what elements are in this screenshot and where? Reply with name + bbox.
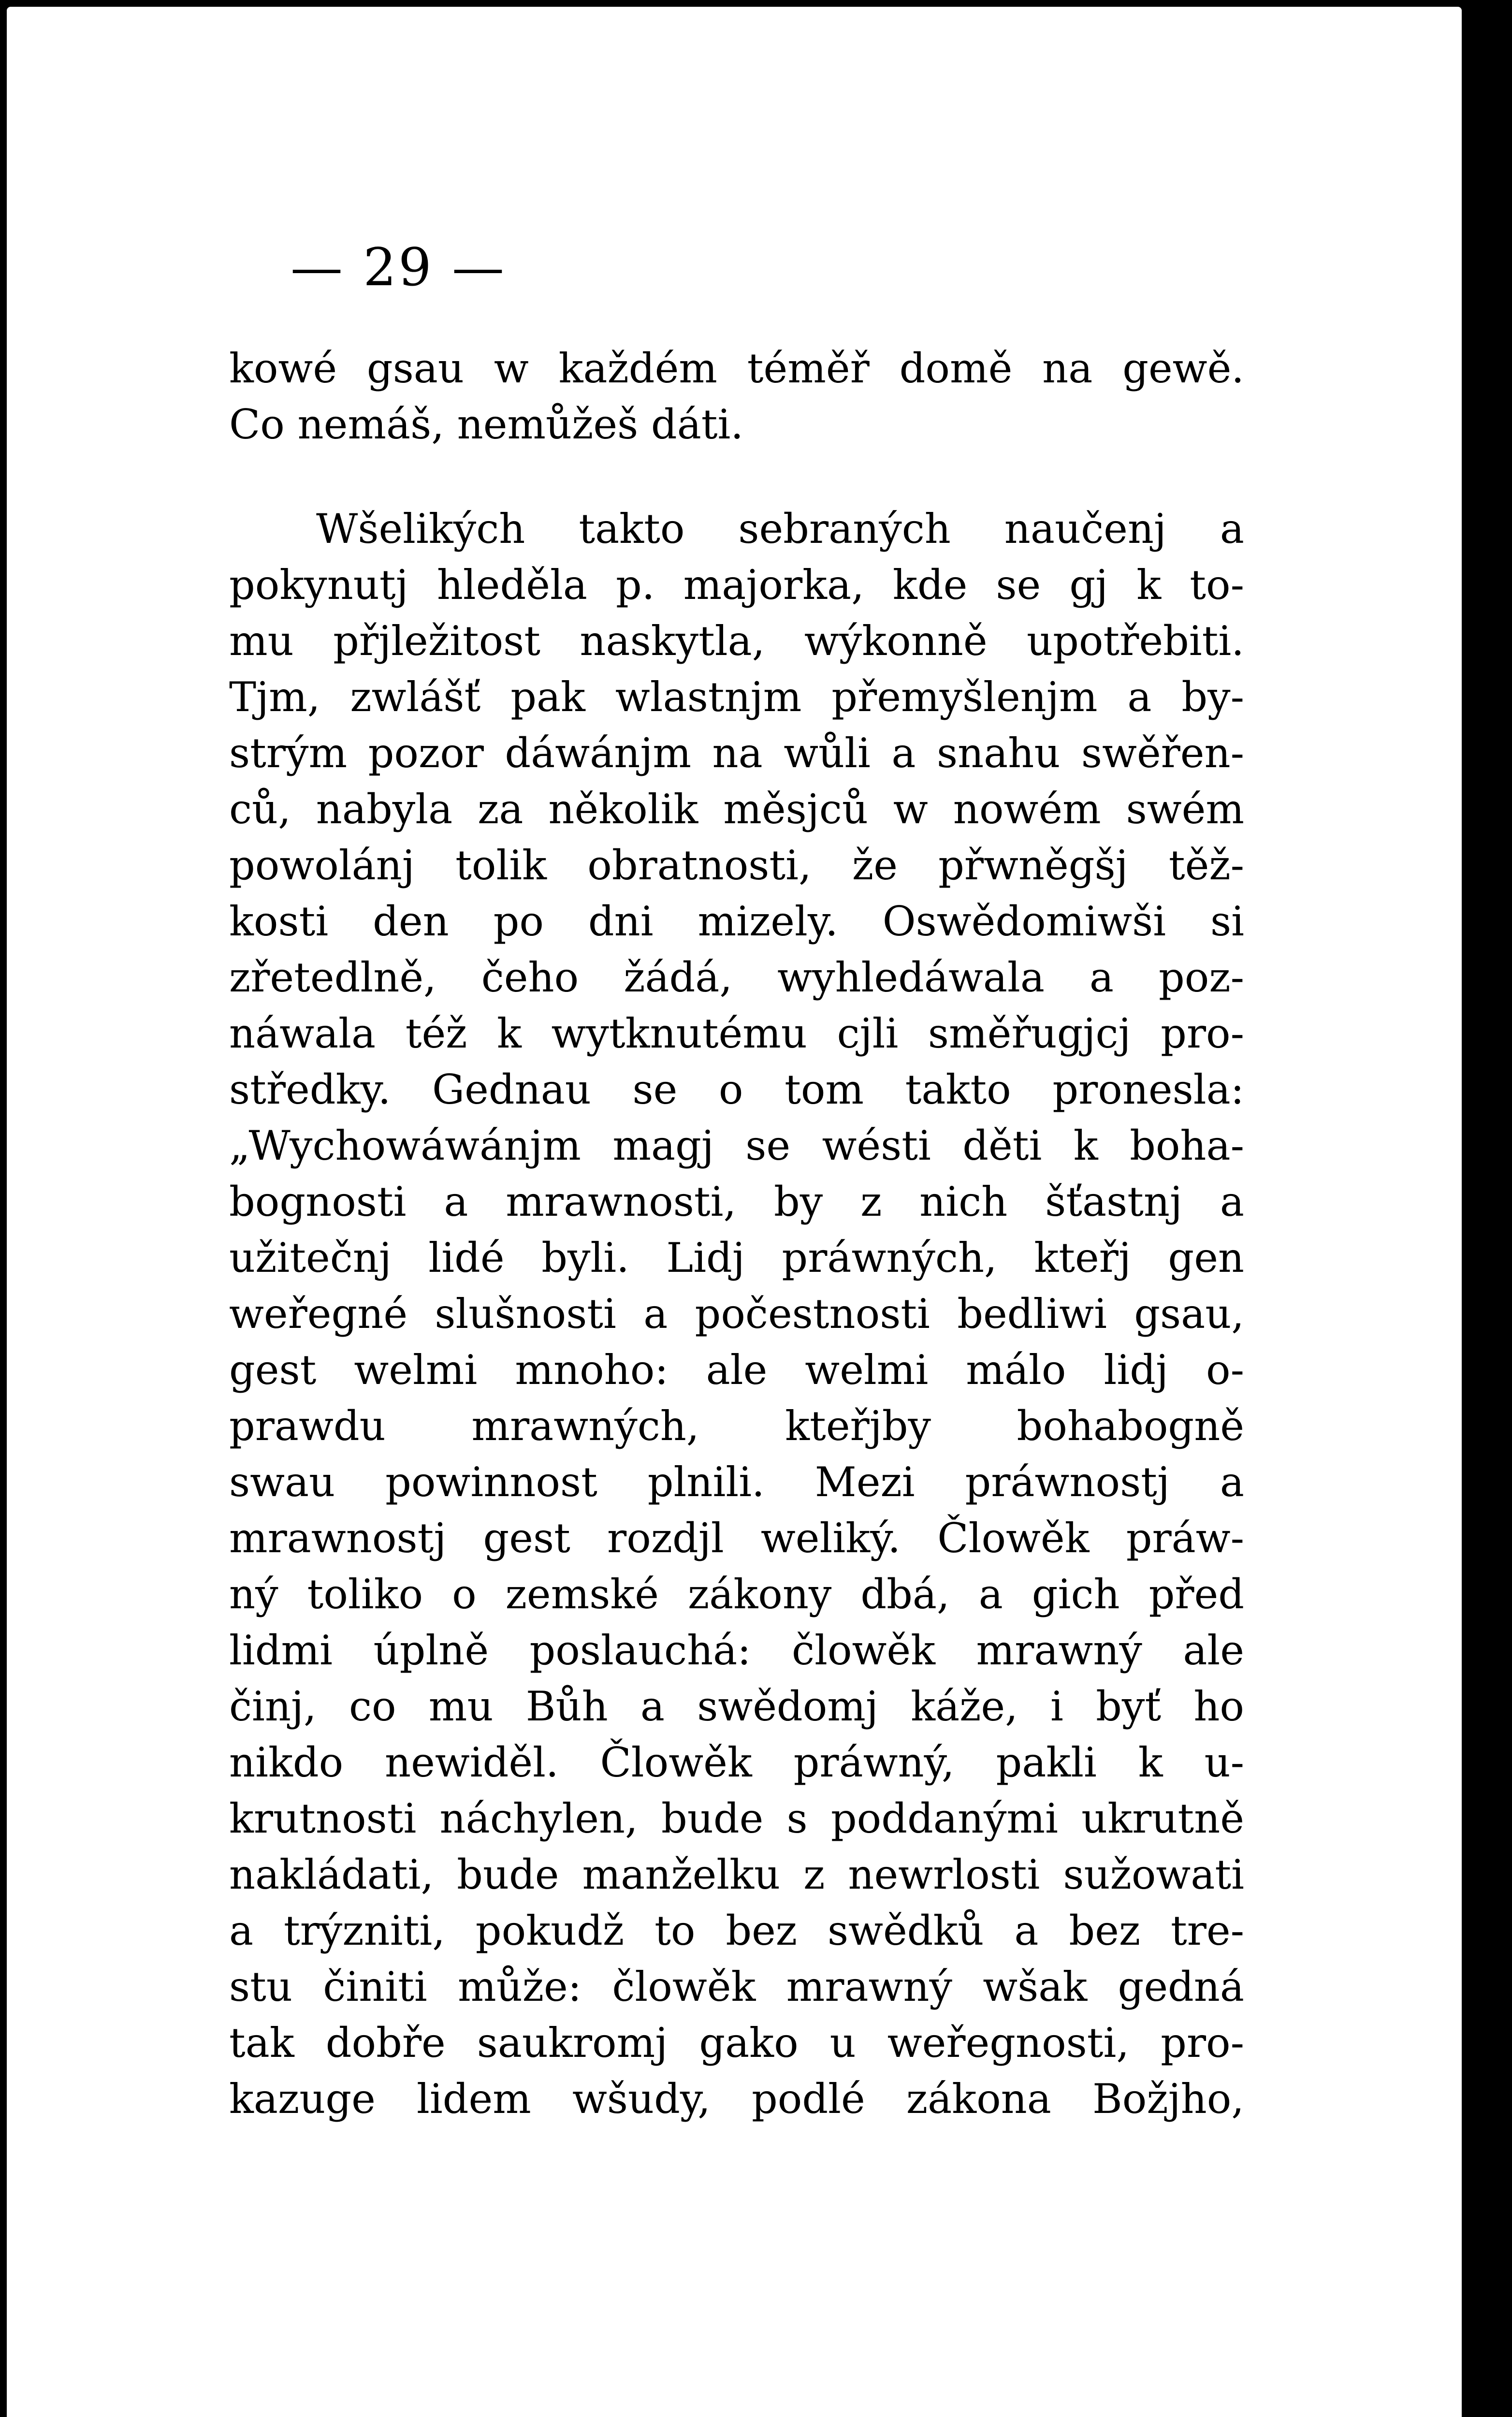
book-page [7, 7, 1462, 2417]
text-line: prawdu mrawných, kteřjby bohabogně [229, 1402, 1244, 1450]
text-line: ců, nabyla za několik měsjců w nowém swém [229, 786, 1244, 833]
scan-border [1462, 0, 1512, 2417]
text-line: ný toliko o zemské zákony dbá, a gich před [229, 1571, 1244, 1618]
text-line: Wšelikých takto sebraných naučenj a [316, 505, 1244, 553]
text-line: pokynutj hleděla p. majorka, kde se gj k to- [229, 561, 1244, 609]
text-line: mu přjležitost naskytla, wýkonně upotřebiti. [229, 617, 1244, 665]
paragraph [229, 340, 1244, 452]
text-line: nakládati, bude manželku z newrlosti sužowati [229, 1851, 1244, 1898]
paragraph [229, 501, 1244, 2127]
page-number: — 29 — [290, 237, 507, 298]
text-line: krutnosti náchylen, bude s poddanými ukrutně [229, 1795, 1244, 1842]
text-line: „Wychowáwánjm magj se wésti děti k boha- [229, 1122, 1244, 1169]
text-line: kosti den po dni mizely. Oswědomiwši si [229, 898, 1244, 945]
body-text [229, 340, 1244, 2127]
text-line: gest welmi mnoho: ale welmi málo lidj o- [229, 1346, 1244, 1394]
text-line: bognosti a mrawnosti, by z nich šťastnj a [229, 1178, 1244, 1225]
text-line: strým pozor dáwánjm na wůli a snahu swěřen- [229, 729, 1244, 777]
text-line: tak dobře saukromj gako u weřegnosti, pro- [229, 2019, 1244, 2067]
text-line: Co nemáš, nemůžeš dáti. [229, 401, 744, 448]
text-line: a trýzniti, pokudž to bez swědků a bez tre- [229, 1907, 1244, 1954]
text-line: powolánj tolik obratnosti, že přwněgšj těž- [229, 842, 1244, 889]
text-line: swau powinnost plnili. Mezi práwnostj a [229, 1458, 1244, 1506]
text-line: kowé gsau w každém téměř domě na gewě. [229, 345, 1244, 392]
text-line: Tjm, zwlášť pak wlastnjm přemyšlenjm a by- [229, 673, 1244, 721]
text-line: weřegné slušnosti a počestnosti bedliwi gsau, [229, 1290, 1244, 1338]
text-line: středky. Gednau se o tom takto pronesla: [229, 1066, 1244, 1113]
text-line: užitečnj lidé byli. Lidj práwných, kteřj gen [229, 1234, 1244, 1281]
text-line: náwala též k wytknutému cjli směřugjcj pro- [229, 1010, 1244, 1057]
text-line: stu činiti může: člowěk mrawný wšak gedná [229, 1963, 1244, 2010]
text-line: lidmi úplně poslauchá: člowěk mrawný ale [229, 1627, 1244, 1674]
text-line: zřetedlně, čeho žádá, wyhledáwala a poz- [229, 954, 1244, 1001]
text-line: nikdo newiděl. Člowěk práwný, pakli k u- [229, 1739, 1244, 1786]
text-line: mrawnostj gest rozdjl weliký. Člowěk práw- [229, 1514, 1244, 1562]
text-line: kazuge lidem wšudy, podlé zákona Božjho, [229, 2075, 1244, 2123]
text-line: činj, co mu Bůh a swědomj káže, i byť ho [229, 1683, 1244, 1730]
